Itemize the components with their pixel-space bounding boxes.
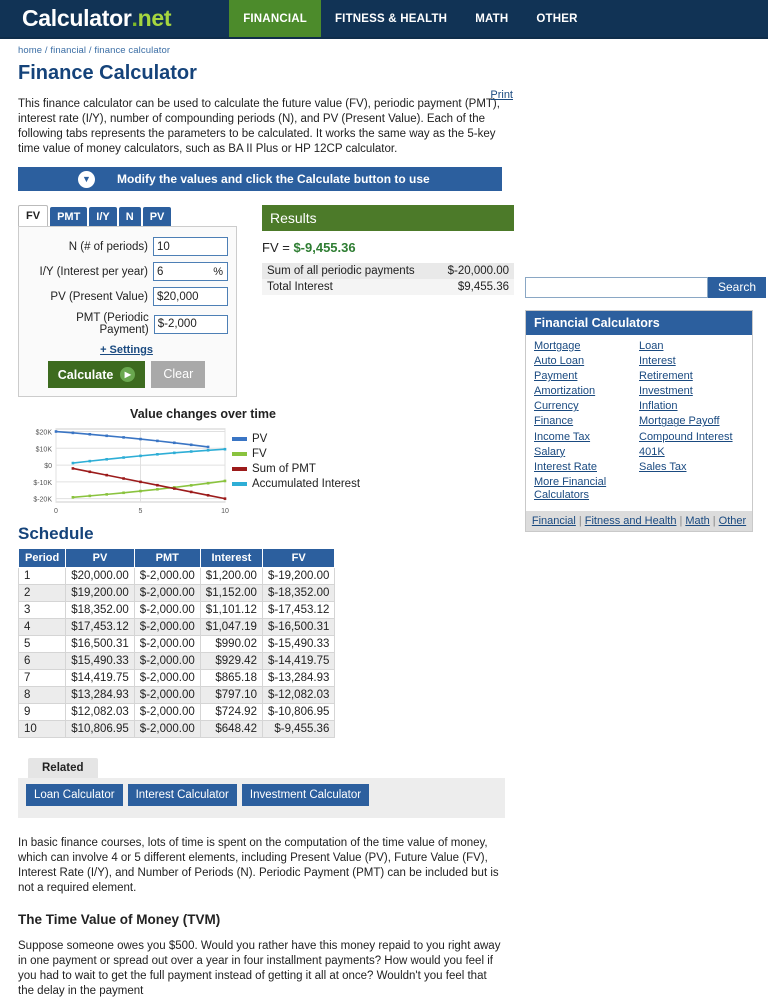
page-title: Finance Calculator [18, 62, 197, 84]
rail-links-column-left [534, 340, 639, 505]
related-buttons [18, 778, 505, 818]
table-row [262, 279, 514, 295]
search-button[interactable]: Search [708, 277, 766, 298]
chart-marker [105, 493, 108, 496]
nav-item-fitness-health[interactable]: FITNESS & HEALTH [334, 12, 448, 25]
input-pv[interactable] [153, 287, 228, 306]
schedule-cell: $990.02 [200, 636, 262, 653]
schedule-cell: $-2,000.00 [134, 602, 200, 619]
financial-calculators-title: Financial Calculators [526, 311, 752, 335]
label-n: N (# of periods) [68, 240, 148, 253]
chart-marker [122, 456, 125, 459]
rail-link-salary[interactable]: Salary [534, 445, 566, 458]
tab-fv[interactable]: FV [18, 205, 48, 226]
chart-marker [190, 491, 193, 494]
chart-marker [224, 448, 227, 451]
schedule-cell: $1,101.12 [200, 602, 262, 619]
chart-marker [156, 453, 159, 456]
breadcrumb[interactable]: home / financial / finance calculator [18, 45, 171, 56]
rail-footer-links [526, 511, 752, 531]
play-icon: ▶ [120, 367, 135, 382]
schedule-cell: $18,352.00 [66, 602, 135, 619]
chart-marker [224, 480, 227, 483]
table-row [19, 602, 335, 619]
schedule-cell: $-2,000.00 [134, 585, 200, 602]
schedule-cell: 6 [19, 653, 66, 670]
legend-item-accumulated-interest [232, 478, 360, 490]
schedule-column-header: Period [19, 549, 66, 568]
schedule-cell: $-2,000.00 [134, 653, 200, 670]
main-navigation [229, 0, 591, 37]
legend-label-fv: FV [252, 448, 267, 460]
page-content [0, 39, 768, 999]
financial-calculators-links [526, 335, 752, 511]
chart-ytick-label: $20K [35, 429, 52, 437]
rail-link-compound-interest[interactable]: Compound Interest [639, 430, 733, 443]
rail-link-income-tax[interactable]: Income Tax [534, 430, 591, 443]
schedule-cell: $20,000.00 [66, 568, 135, 585]
input-pmt[interactable] [154, 315, 228, 334]
schedule-column-header: FV [262, 549, 334, 568]
results-row-value-1: $9,455.36 [435, 279, 514, 295]
label-pv: PV (Present Value) [50, 290, 148, 303]
table-row [19, 704, 335, 721]
legend-label-accumulated-interest: Accumulated Interest [252, 478, 361, 490]
rail-link-auto-loan[interactable]: Auto Loan [534, 355, 585, 368]
top-header-bar [0, 0, 768, 37]
nav-item-financial[interactable]: FINANCIAL [229, 0, 321, 37]
input-iy-value: 6 [157, 265, 164, 278]
calculator-panel [18, 205, 237, 397]
schedule-cell: $16,500.31 [66, 636, 135, 653]
results-fv-value: $-9,455.36 [293, 240, 356, 255]
schedule-cell: $12,082.03 [66, 704, 135, 721]
schedule-cell: $-17,453.12 [262, 602, 334, 619]
schedule-cell: $10,806.95 [66, 721, 135, 738]
legend-item-sum-of-pmt [232, 463, 360, 475]
article-heading-tvm: The Time Value of Money (TVM) [18, 912, 221, 927]
calculator-tabs [18, 205, 237, 226]
schedule-cell: $-2,000.00 [134, 636, 200, 653]
results-fv-label: FV = [262, 240, 294, 255]
tab-n[interactable]: N [119, 207, 141, 226]
schedule-column-header: PV [66, 549, 135, 568]
financial-calculators-box [525, 310, 753, 532]
chart-ytick-label: $-10K [33, 479, 52, 487]
chart-marker [89, 470, 92, 473]
chart-marker [173, 441, 176, 444]
chart-marker [139, 490, 142, 493]
rail-link-401k[interactable]: 401K [639, 445, 665, 458]
chart-marker [139, 481, 142, 484]
chart-marker [156, 440, 159, 443]
field-row-iy [25, 262, 228, 281]
schedule-cell: 9 [19, 704, 66, 721]
schedule-cell: $-9,455.36 [262, 721, 334, 738]
chart-marker [89, 495, 92, 498]
percent-suffix: % [213, 265, 223, 278]
logo-text-dot: . [131, 5, 138, 31]
legend-swatch-fv [232, 452, 247, 456]
schedule-cell: $1,200.00 [200, 568, 262, 585]
schedule-cell: $-2,000.00 [134, 704, 200, 721]
results-heading: Results [262, 205, 514, 231]
chart-marker [207, 449, 210, 452]
results-table [262, 263, 514, 295]
rail-link-loan[interactable]: Loan [639, 340, 664, 352]
table-row [19, 585, 335, 602]
schedule-column-header: Interest [200, 549, 262, 568]
results-fv-line [262, 240, 514, 255]
chart-marker [190, 450, 193, 453]
schedule-cell: $-18,352.00 [262, 585, 334, 602]
schedule-cell: $-12,082.03 [262, 687, 334, 704]
calculate-button[interactable] [48, 361, 146, 388]
schedule-cell: $-2,000.00 [134, 619, 200, 636]
clear-button[interactable]: Clear [151, 361, 205, 388]
chart-marker [190, 444, 193, 447]
schedule-cell: 4 [19, 619, 66, 636]
search-row [525, 277, 757, 298]
tab-pmt[interactable]: PMT [50, 207, 87, 226]
schedule-cell: $-15,490.33 [262, 636, 334, 653]
input-pmt-value: $-2,000 [157, 318, 197, 330]
chart-legend [232, 423, 360, 518]
legend-label-pv: PV [252, 433, 268, 445]
chart-marker [173, 487, 176, 490]
table-row [262, 263, 514, 279]
schedule-cell: $-14,419.75 [262, 653, 334, 670]
schedule-cell: 1 [19, 568, 66, 585]
chart-marker [224, 497, 227, 500]
chart-xtick-label: 5 [138, 508, 143, 515]
rail-footer-link-math[interactable]: Math [685, 514, 710, 527]
logo-text-main: Calculator [22, 5, 132, 31]
logo-text-net: net [137, 5, 172, 31]
chart-marker [122, 477, 125, 480]
legend-item-fv [232, 448, 360, 460]
right-sidebar [525, 277, 757, 532]
table-row [19, 619, 335, 636]
schedule-cell: $-2,000.00 [134, 568, 200, 585]
search-input[interactable] [525, 277, 708, 298]
chart-marker [72, 496, 75, 499]
schedule-cell: $865.18 [200, 670, 262, 687]
results-row-value-0: $-20,000.00 [435, 263, 514, 279]
chart-ytick-label: $0 [44, 463, 52, 471]
chevron-down-icon: ▼ [78, 171, 95, 188]
chart-marker [89, 433, 92, 436]
results-panel [262, 205, 514, 397]
field-row-pmt [25, 312, 228, 336]
chart-marker [89, 460, 92, 463]
field-row-pv [25, 287, 228, 306]
schedule-cell: $-16,500.31 [262, 619, 334, 636]
schedule-cell: $797.10 [200, 687, 262, 704]
related-button-investment-calculator[interactable]: Investment Calculator [242, 784, 369, 806]
schedule-cell: 8 [19, 687, 66, 704]
chart-marker [122, 491, 125, 494]
article-paragraph-1: In basic finance courses, lots of time is spent on the computation of the time value of money, which can involve 4 or 5 different elements, including Present Value (PV), Future Value (FV), Interest Rate (I/Y), and Number of Periods (N). Periodic Payment (PMT) can be included but is not a required element. [18, 837, 499, 894]
schedule-cell: $15,490.33 [66, 653, 135, 670]
settings-row [25, 342, 228, 356]
chart-marker [72, 462, 75, 465]
chart-marker [105, 474, 108, 477]
schedule-cell: $1,152.00 [200, 585, 262, 602]
chart-xtick-label: 10 [221, 508, 229, 515]
chart-marker [190, 484, 193, 487]
chart-plot-area [18, 423, 230, 518]
schedule-cell: $-2,000.00 [134, 670, 200, 687]
schedule-cell: $-19,200.00 [262, 568, 334, 585]
chart-marker [55, 430, 58, 433]
chart-marker [139, 455, 142, 458]
rail-link-investment[interactable]: Investment [639, 385, 693, 398]
rail-link-sales-tax[interactable]: Sales Tax [639, 460, 687, 473]
footer-separator: | [679, 514, 683, 527]
site-logo[interactable] [0, 0, 171, 37]
schedule-cell: 2 [19, 585, 66, 602]
schedule-cell: $648.42 [200, 721, 262, 738]
rail-footer-link-other[interactable]: Other [718, 514, 747, 527]
legend-item-pv [232, 433, 360, 445]
rail-link-payment[interactable]: Payment [534, 370, 578, 383]
label-pmt: PMT (Periodic Payment) [76, 312, 149, 336]
calculate-button-label: Calculate [57, 367, 114, 382]
schedule-cell: 5 [19, 636, 66, 653]
chart-xtick-label: 0 [54, 508, 58, 515]
table-row [19, 687, 335, 704]
related-tab-label: Related [28, 758, 98, 778]
rail-link-finance[interactable]: Finance [534, 415, 574, 428]
tab-iy[interactable]: I/Y [89, 207, 116, 226]
schedule-cell: $19,200.00 [66, 585, 135, 602]
settings-toggle-link[interactable]: + Settings [100, 344, 153, 356]
rail-footer-link-fitness-and-health[interactable]: Fitness and Health [584, 514, 677, 527]
schedule-cell: $1,047.19 [200, 619, 262, 636]
rail-links-column-right [639, 340, 744, 505]
rail-footer-link-financial[interactable]: Financial [531, 514, 576, 527]
schedule-cell: $14,419.75 [66, 670, 135, 687]
modify-values-banner[interactable] [18, 167, 502, 191]
chart-marker [207, 482, 210, 485]
chart-marker [173, 452, 176, 455]
article-paragraph-2: Suppose someone owes you $500. Would you rather have this money repaid to you right away in one payment or spread out over a year in four installment payments? How would you feel if you had to wait to get the full payment instead of getting it all at once? Wouldn't you feel that the delay in the payment [18, 940, 501, 997]
legend-label-sum-of-pmt: Sum of PMT [252, 463, 316, 475]
chart-marker [207, 446, 210, 449]
schedule-cell: 10 [19, 721, 66, 738]
chart-body [18, 423, 388, 518]
article-body [18, 836, 505, 999]
label-iy: I/Y (Interest per year) [39, 265, 148, 278]
rail-link-retirement[interactable]: Retirement [639, 370, 693, 383]
chart-marker [156, 488, 159, 491]
rail-link-mortgage[interactable]: Mortgage [534, 340, 581, 352]
chart-marker [122, 436, 125, 439]
table-row [19, 670, 335, 687]
related-button-interest-calculator[interactable]: Interest Calculator [128, 784, 237, 806]
chart-marker [105, 458, 108, 461]
rail-link-mortgage-payoff[interactable]: Mortgage Payoff [639, 415, 720, 428]
rail-link-amortization[interactable]: Amortization [534, 385, 596, 398]
schedule-cell: $724.92 [200, 704, 262, 721]
results-row-label-1: Total Interest [262, 279, 435, 295]
calculator-form [18, 226, 237, 397]
table-row [19, 653, 335, 670]
schedule-heading: Schedule [18, 524, 94, 543]
input-n-value: 10 [157, 240, 170, 253]
rail-link-inflation[interactable]: Inflation [639, 400, 678, 413]
input-pv-value: $20,000 [157, 290, 199, 303]
schedule-cell: $17,453.12 [66, 619, 135, 636]
results-row-label-0: Sum of all periodic payments [262, 263, 435, 279]
table-row [19, 636, 335, 653]
input-n[interactable] [153, 237, 228, 256]
nav-item-other[interactable]: OTHER [536, 12, 578, 25]
print-link[interactable]: Print [490, 89, 513, 101]
chart-marker [72, 467, 75, 470]
legend-swatch-accumulated-interest [232, 482, 247, 486]
footer-separator: | [578, 514, 582, 527]
schedule-cell: $-2,000.00 [134, 687, 200, 704]
modify-values-text: Modify the values and click the Calculate button to use [117, 172, 430, 186]
value-chart [18, 407, 388, 518]
schedule-cell: $13,284.93 [66, 687, 135, 704]
intro-paragraph: This finance calculator can be used to calculate the future value (FV), periodic payment (PMT), interest rate (I/Y), number of compounding periods (N), and PV (Present Value). Each of the following tabs represents the parameters to be calculated. It works the same way as the 5-key time value of money calculators, such as BA II Plus or HP 12CP calculator. [18, 98, 500, 155]
schedule-cell: 7 [19, 670, 66, 687]
rail-link-currency[interactable]: Currency [534, 400, 579, 413]
field-row-n [25, 237, 228, 256]
chart-marker [207, 494, 210, 497]
related-section [18, 758, 505, 818]
schedule-header-row [19, 549, 335, 568]
rail-link-interest[interactable]: Interest [639, 355, 676, 368]
table-row [19, 721, 335, 738]
table-row [19, 568, 335, 585]
schedule-cell: 3 [19, 602, 66, 619]
button-row [25, 361, 228, 388]
schedule-cell: $-13,284.93 [262, 670, 334, 687]
chart-marker [139, 438, 142, 441]
schedule-cell: $-10,806.95 [262, 704, 334, 721]
schedule-cell: $929.42 [200, 653, 262, 670]
chart-marker [72, 432, 75, 435]
input-iy[interactable] [153, 262, 228, 281]
legend-swatch-pv [232, 437, 247, 441]
chart-ytick-label: $-20K [33, 496, 52, 504]
schedule-table [18, 548, 335, 738]
nav-item-math[interactable]: MATH [475, 12, 509, 25]
schedule-column-header: PMT [134, 549, 200, 568]
tab-pv[interactable]: PV [143, 207, 172, 226]
chart-title: Value changes over time [130, 407, 276, 421]
chart-marker [156, 484, 159, 487]
chart-marker [105, 434, 108, 437]
chart-ytick-label: $10K [35, 446, 52, 454]
rail-link-more-financial-calculators[interactable]: More Financial Calculators [534, 475, 607, 502]
rail-link-interest-rate[interactable]: Interest Rate [534, 460, 597, 473]
schedule-cell: $-2,000.00 [134, 721, 200, 738]
related-button-loan-calculator[interactable]: Loan Calculator [26, 784, 123, 806]
footer-separator: | [712, 514, 716, 527]
legend-swatch-sum-of-pmt [232, 467, 247, 471]
